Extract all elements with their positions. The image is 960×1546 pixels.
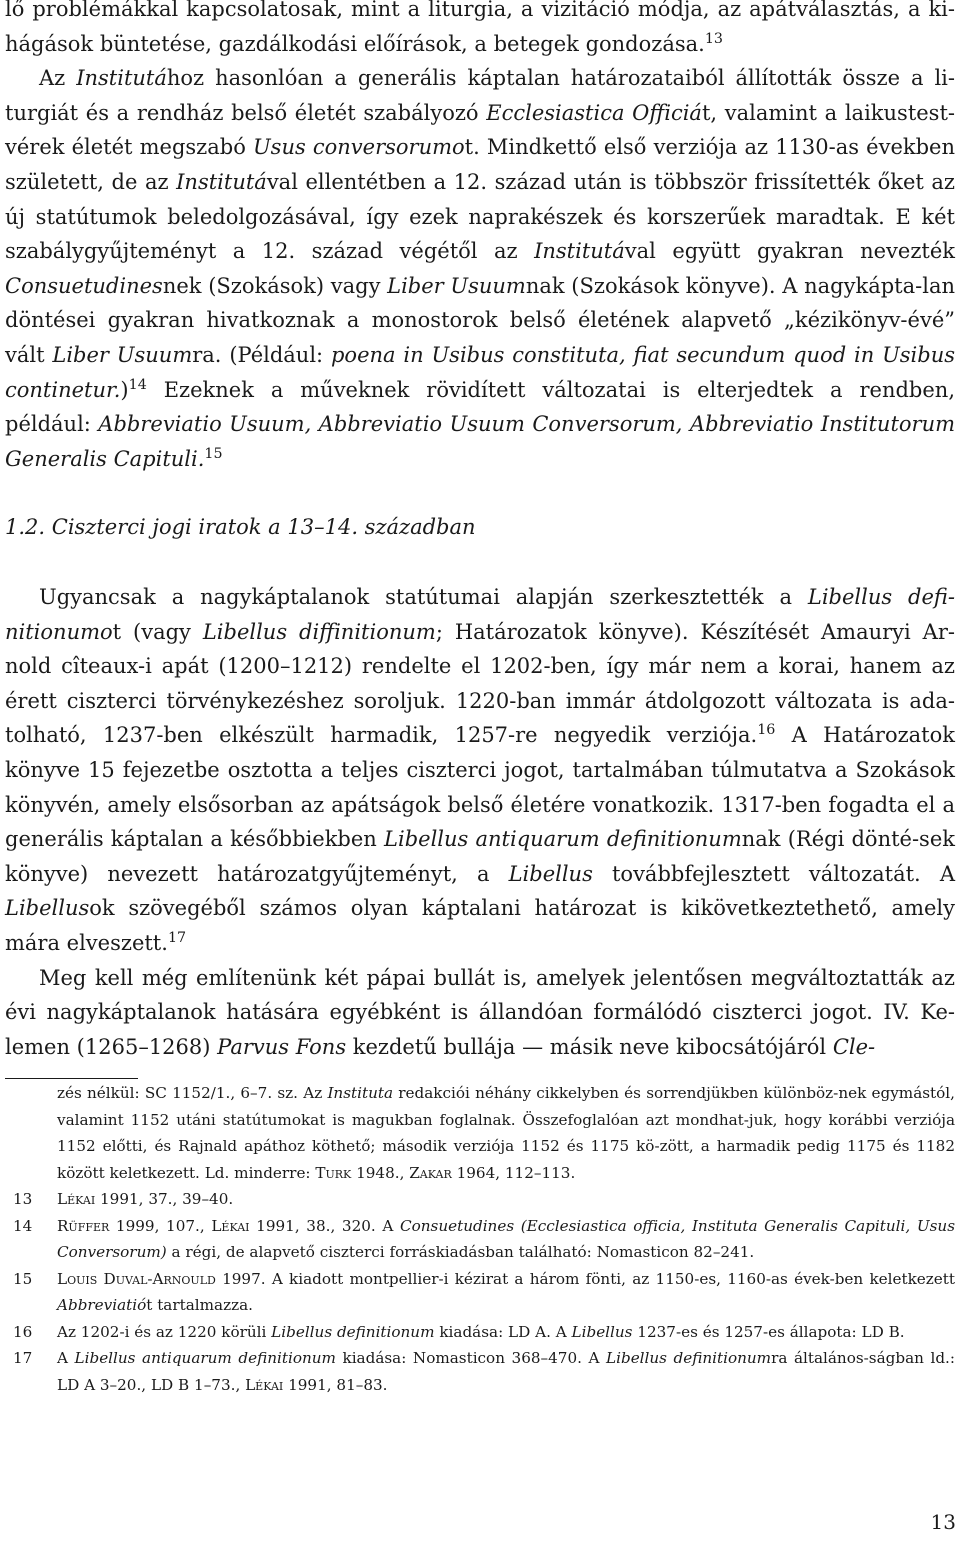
author-name: Louis Duval-Arnould <box>57 1269 216 1288</box>
text: val együtt gyakran nevezték <box>624 239 955 264</box>
text: t tartalmazza. <box>146 1296 253 1314</box>
footnote-14 <box>5 1213 955 1266</box>
text: ; Határozatok könyve). Készítését Amauryi Ar-nold cîteaux-i apát (1200–1212) rendelte el 1202-ben, így már nem a korai, hanem az érett ciszterci törvénykezéshez soroljuk. 1220-ban immár átdolgozott változata is ada-tolható, 1237-ben elkészült harmadik, 1257-re negyedik verziója. <box>5 619 955 748</box>
text: a régi, de alapvető ciszterci forráskiadásban található: Nomasticon 82–241. <box>166 1243 755 1261</box>
paragraph-3 <box>5 580 955 961</box>
italic-term: Libellus antiquarum definitionum <box>74 1349 336 1367</box>
footnote-ref-13[interactable]: 13 <box>704 30 723 47</box>
footnote-15 <box>5 1266 955 1319</box>
italic-quote: poena in Usibus constituta, fiat secundum quod in Usibus continetur. <box>5 342 956 402</box>
text: val ellentétben a 12. század után is többször frissítették őket az új statútumok beledolgozásával, így ezek naprakészek és korszerűek maradtak. E két szabálygyűjteményt a 12. század végétől az <box>5 169 955 264</box>
text: kezdetű bullája — másik neve kibocsátójáról <box>346 1034 833 1059</box>
text: 1997. A kiadott montpellier-i kézirat a három fönti, az 1150-es, 1160-as évek-ben keletkezett <box>215 1269 955 1288</box>
author-name: Turk <box>315 1163 352 1182</box>
italic-term: Libellus <box>508 861 593 886</box>
footnote-text <box>57 1345 955 1398</box>
paragraph-1 <box>5 0 955 61</box>
italic-term: Parvus Fons <box>217 1034 347 1059</box>
italic-term: Libellus diffinitionum <box>202 619 436 644</box>
italic-term: Libellus definitionum <box>271 1322 435 1341</box>
author-name: Lékai <box>211 1216 250 1235</box>
section-heading: 1.2. Ciszterci jogi iratok a 13–14. században <box>5 515 476 539</box>
footnote-ref-16[interactable]: 16 <box>757 722 776 739</box>
footnote-16 <box>5 1319 955 1346</box>
author-name: Lékai <box>57 1190 96 1208</box>
italic-term: Usus conversorumo <box>252 135 465 160</box>
text: hoz hasonlóan a generális káptalan határozataiból állították össze a li-turgiát és a rendház belső életét szabályozó <box>5 66 955 125</box>
text: Meg kell még említenünk két pápai bullát is, amelyek jelentősen megváltoztatták az évi nagykáptalanok hatására egyébként is állandóan formálódó ciszterci jogot. IV. Ke-lemen (1265–1268) <box>5 965 955 1059</box>
footnote-text <box>57 1266 955 1319</box>
text: 1999, 107., <box>109 1216 212 1235</box>
footnote-13 <box>5 1186 955 1213</box>
text: nak (Szokások könyve). A nagykápta-lan döntései gyakran hivatkoznak a monostorok belső életének alapvető „kézikönyv-évé” vált <box>5 273 955 367</box>
italic-term: Institutá <box>534 239 625 264</box>
italic-term: Consuetudines (Ecclesiastica officia, Instituta Generalis Capituli, Usus Conversorum) <box>57 1216 955 1261</box>
text: 1948., <box>351 1163 410 1182</box>
text: ok szövegéből számos olyan káptalani határozat is kikövetkeztethető, amely mára elveszett. <box>5 896 955 955</box>
footnote-text <box>57 1186 955 1213</box>
footnote-divider <box>5 1078 138 1079</box>
footnote-ref-17[interactable]: 17 <box>167 930 187 947</box>
text: t (vagy <box>112 619 203 644</box>
text: Az 1202-i és az 1220 körüli <box>57 1322 272 1341</box>
text: Ezeknek a műveknek rövidített változatai is elterjedtek a rendben, például: <box>5 377 955 437</box>
main-text-section <box>5 580 955 1064</box>
italic-term: Liber Usuum <box>387 273 526 298</box>
footnote-ref-15[interactable]: 15 <box>204 445 223 462</box>
text: 1237-es és 1257-es állapota: LD B. <box>632 1322 905 1341</box>
text: kiadása: Nomasticon 368–470. A <box>335 1349 607 1367</box>
footnote-17 <box>5 1345 955 1398</box>
text: nak (Régi dönté-sek könyve) nevezett határozatgyűjteményt, a <box>5 827 955 886</box>
text: 1991, 38., 320. A <box>249 1216 400 1235</box>
text: továbbfejlesztett változatát. A <box>592 861 956 886</box>
footnote-number: 15 <box>13 1269 33 1288</box>
italic-term: Institutá <box>176 169 267 194</box>
text: 1991, 81–83. <box>283 1375 388 1394</box>
footnote-ref-14[interactable]: 14 <box>128 376 147 393</box>
footnotes <box>5 1080 955 1398</box>
italic-term: Ecclesiastica Officiá <box>486 100 702 125</box>
italic-term: Cle- <box>832 1034 876 1059</box>
paragraph-2 <box>5 61 955 476</box>
text: kiadása: LD A. A <box>434 1322 572 1341</box>
text: 1964, 112–113. <box>451 1163 576 1182</box>
text: t. Mindkettő első verziója az 1130-as években született, de az <box>5 135 955 194</box>
italic-term: Libellus defi-nitionumo <box>5 585 956 644</box>
text: Az <box>39 66 77 91</box>
author-name: Zakar <box>409 1163 452 1182</box>
italic-term: Libellus antiquarum definitionum <box>384 827 742 852</box>
footnote-continuation <box>57 1080 955 1186</box>
italic-term: Abbreviatió <box>57 1296 147 1314</box>
page-number: 13 <box>930 1510 956 1534</box>
paragraph-4 <box>5 961 955 1065</box>
footnote-number: 17 <box>13 1349 33 1367</box>
text: redakciói néhány cikkelyben és sorrendjükben különböz-nek egymástól, valamint 1152 utáni statútumokat is magukban foglalnak. Összefoglalóan azt mondhat-juk, hogy korábbi verziója 1152 előtti, és Rajnald apáthoz köthető; második verziója 1152 és 1175 kö-zött, a harmadik pedig 1175 és 1182 között keletkezett. Ld. minderre: <box>57 1084 955 1182</box>
italic-term: Instituta <box>327 1084 394 1102</box>
text: ra. (Például: <box>192 342 331 367</box>
text: A <box>57 1349 75 1367</box>
author-name: Rüffer <box>57 1216 110 1235</box>
italic-term: Consuetudines <box>5 273 163 298</box>
italic-term: Institutá <box>76 66 167 91</box>
text: Ugyancsak a nagykáptalanok statútumai alapján szerkesztették a <box>39 585 808 609</box>
footnote-number: 14 <box>13 1216 33 1235</box>
main-text-top <box>5 0 955 476</box>
footnote-number: 13 <box>13 1190 33 1208</box>
italic-term: Libellus <box>5 896 90 921</box>
footnote-text <box>57 1319 955 1346</box>
text: ) <box>120 377 129 402</box>
text: ra általános-ságban ld.: LD A 3–20., LD B 1–73., <box>57 1349 955 1394</box>
text: A Határozatok könyve 15 fejezetbe osztotta a teljes ciszterci jogot, tartalmában túlmutatva a Szokások könyvén, amely elsősorban az apátságok belső életére vonatkozik. 1317-ben fogadta el a generális káptalan a későbbiekben <box>5 723 955 852</box>
italic-term: Libellus definitionum <box>606 1349 772 1367</box>
text: t, valamint a laikustest-vérek életét megszabó <box>5 100 955 160</box>
author-name: Lékai <box>245 1375 284 1394</box>
footnote-text <box>57 1213 955 1266</box>
text: nek (Szokások) vagy <box>162 273 388 298</box>
italic-term: Libellus <box>571 1322 633 1341</box>
text: zés nélkül: SC 1152/1., 6–7. sz. Az <box>57 1084 328 1102</box>
footnote-number: 16 <box>13 1322 33 1341</box>
italic-term: Liber Usuum <box>52 342 193 367</box>
italic-term: Abbreviatio Usuum, Abbreviatio Usuum Conversorum, Abbreviatio Institutorum Generalis Capituli. <box>5 412 956 471</box>
text: lő problémákkal kapcsolatosak, mint a liturgia, a vizitáció módja, az apátválasztás, a ki-hágások büntetése, gazdálkodási előírások, a betegek gondozása. <box>5 0 955 56</box>
text: 1991, 37., 39–40. <box>95 1190 234 1208</box>
